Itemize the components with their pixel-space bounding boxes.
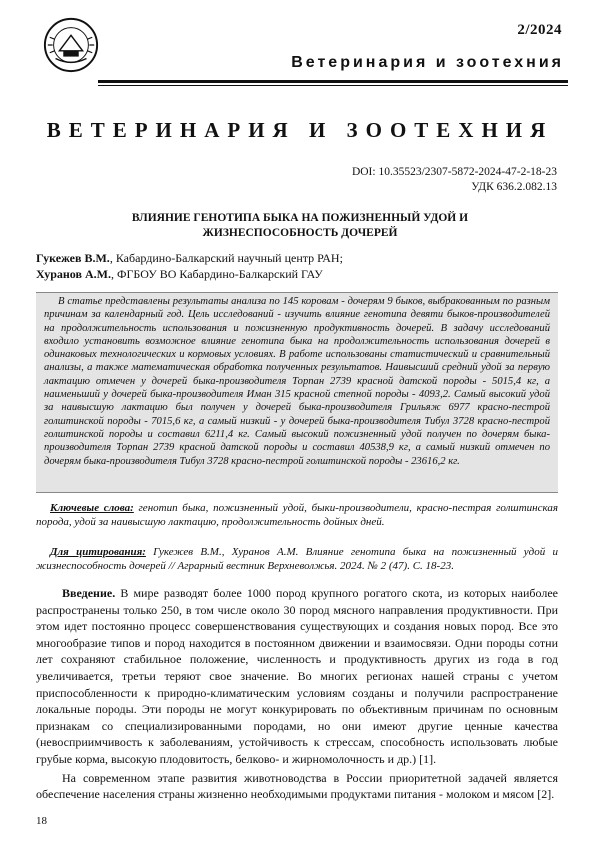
intro-paragraph: [36, 585, 558, 768]
udk: УДК 636.2.082.13: [471, 181, 557, 193]
header-rule-thin: [98, 85, 568, 86]
keywords-label: Ключевые слова:: [50, 502, 134, 514]
abstract-box: [36, 292, 558, 493]
article-title: [60, 211, 540, 241]
author-affiliation: , Кабардино-Балкарский научный центр РАН;: [109, 251, 343, 265]
keywords-text: генотип быка, пожизненный удой, быки-производители, красно-пестрая голштинская порода, удой за наивысшую лактацию, продолжительность дойных дней.: [36, 502, 558, 528]
author-2: [36, 266, 556, 282]
header-section-name: Ветеринария и зоотехния: [291, 54, 564, 71]
citation-text: Гукежев В.М., Хуранов А.М. Влияние генотипа быка на пожизненный удой и жизнеспособность дочерей // Аграрный вестник Верхневолжья. 2024. № 2 (47). С. 18-23.: [36, 546, 558, 572]
doi-block: [352, 165, 557, 195]
authors: [36, 250, 556, 282]
author-affiliation: , ФГБОУ ВО Кабардино-Балкарский ГАУ: [110, 267, 323, 281]
citation: [36, 545, 558, 573]
abstract-text: В статье представлены результаты анализа по 145 коровам - дочерям 9 быков, выбракованным по разным причинам за календарный год. Цель исследований - изучить влияние генотипа девяти быков-производителей на продолжительность использования и пожизненную продуктивность дочерей. В задачу исследований входило установить возможное влияние генотипа быка на продолжительность использования дочерей в одинаковых технологических и кормовых условиях. В работе использованы статистический и сравнительный анализы, а также математическая обработка полученных результатов. Наивысший средний удой за первую лактацию отмечен у дочерей быка-производителя Торпан 2739 красной датской породы - 5015,4 кг, а наименьший у дочерей быка-производителя Иман 315 красной степной породы - 4093,2. Самый высокий удой за наивысшую лактацию был получен у дочерей быка-производителя Грильяж 6977 красно-пестрой голштинской породы - 7015,6 кг, а самый низкий - у дочерей быка-производителя Тибул 3728 красно-пестрой голштинской породы и составил 6211,4 кг. Самый высокий пожизненный удой получен по дочерям быка-производителя Торпан 2739 красной датской породы и составил 40538,9 кг, а самый низкий отмечен по дочерям быка-производителя Тибул 3728 красно-пестрой голштинской породы - 23616,2 кг.: [44, 296, 550, 467]
page-number: 18: [36, 815, 47, 827]
intro-text: В мире разводят более 1000 пород крупного рогатого скота, из которых наиболее распространены только 250, в том числе около 30 пород мясного направления продуктивности. При этом идет постоянно процесс совершенствования существующих и создания новых пород. Все это многообразие типов и пород находится в постоянном движении и взаимосвязи. Одни породы сотни лет сохраняют стабильное положение, численность и продуктивность других из года в год увеличивается, третьи теряют свое значение. Во многих регионах нашей страны с учетом приспособленности к природно-климатическим условиям созданы и получили распространение локальные породы. Эти породы не могут конкурировать по объективным причинам по основным признакам со специализированными породами, но они имеют другие ценные качества (невосприимчивость к заболеваниям, устойчивость к стрессам, способность использовать любые грубые корма, высокую плодовитость, белково- и жирномолочность и др.) [1].: [36, 586, 558, 766]
author-name: Гукежев В.М.: [36, 251, 110, 265]
page-header: [36, 14, 568, 94]
section-title: ВЕТЕРИНАРИЯ И ЗООТЕХНИЯ: [46, 118, 554, 142]
paragraph-2: На современном этапе развития животноводства в России приоритетной задачей является обеспечение населения страны жизненно необходимыми продуктами питания - молоком и мясом [2].: [36, 770, 558, 802]
intro-label: Введение.: [62, 586, 116, 600]
author-name: Хуранов А.М.: [36, 267, 111, 281]
keywords: [36, 501, 558, 529]
header-rule-thick: [98, 80, 568, 83]
issue-number: 2/2024: [517, 22, 562, 38]
journal-logo-icon: [42, 16, 100, 74]
author-1: [36, 250, 556, 266]
body-text: [36, 585, 558, 805]
doi: DOI: 10.35523/2307-5872-2024-47-2-18-23: [351, 166, 557, 178]
article-title-line-2: ЖИЗНЕСПОСОБНОСТЬ ДОЧЕРЕЙ: [202, 227, 398, 239]
article-title-line-1: ВЛИЯНИЕ ГЕНОТИПА БЫКА НА ПОЖИЗНЕННЫЙ УДОЙ И: [131, 212, 469, 224]
citation-label: Для цитирования:: [50, 546, 146, 558]
